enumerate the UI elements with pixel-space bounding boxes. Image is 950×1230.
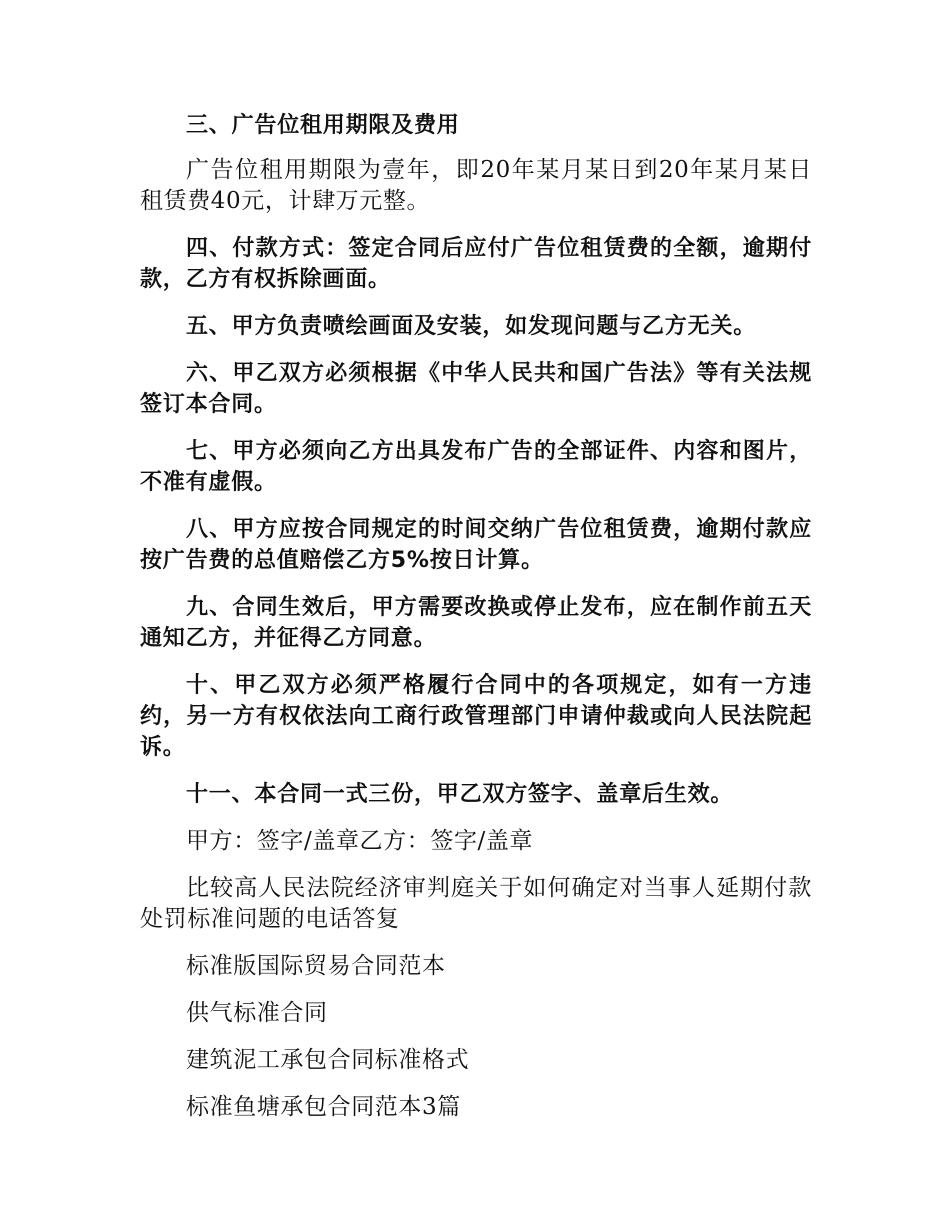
- clause-copies: 十一、本合同一式三份，甲乙双方签字、盖章后生效。: [186, 782, 734, 807]
- clause-installation: 五、甲方负责喷绘画面及安装，如发现问题与乙方无关。: [186, 314, 757, 339]
- related-link-fishpond-contract: 标准鱼塘承包合同范本3篇: [186, 1094, 461, 1120]
- signature-line: 甲方：签字/盖章乙方：签字/盖章: [186, 828, 534, 854]
- clause-documents: 七、甲方必须向乙方出具发布广告的全部证件、内容和图片，不准有虚假。: [140, 439, 812, 495]
- clause-late-payment: 八、甲方应按合同规定的时间交纳广告位租赁费，逾期付款应按广告费的总值赔偿乙方5%按日计算。: [140, 517, 812, 573]
- related-link-trade-contract: 标准版国际贸易合同范本: [186, 953, 446, 979]
- section-heading-lease-term: 三、广告位租用期限及费用: [186, 113, 460, 138]
- paragraph-lease-term-details: 广告位租用期限为壹年，即20年某月某日到20年某月某日租赁费40元，计肆万元整。: [140, 157, 812, 214]
- clause-changes: 九、合同生效后，甲方需要改换或停止发布，应在制作前五天通知乙方，并征得乙方同意。: [140, 595, 812, 651]
- clause-payment-method: 四、付款方式：签定合同后应付广告位租赁费的全额，逾期付款，乙方有权拆除画面。: [140, 236, 812, 292]
- clause-breach: 十、甲乙双方必须严格履行合同中的各项规定，如有一方违约，另一方有权依法向工商行政管理部门申请仲裁或向人民法院起诉。: [140, 673, 812, 760]
- related-link-court-reply: 比较高人民法院经济审判庭关于如何确定对当事人延期付款处罚标准问题的电话答复: [140, 875, 812, 932]
- related-link-gas-contract: 供气标准合同: [186, 1000, 328, 1026]
- clause-advertising-law: 六、甲乙双方必须根据《中华人民共和国广告法》等有关法规签订本合同。: [140, 361, 812, 417]
- related-link-masonry-contract: 建筑泥工承包合同标准格式: [186, 1047, 470, 1073]
- document-page: [140, 110, 812, 1123]
